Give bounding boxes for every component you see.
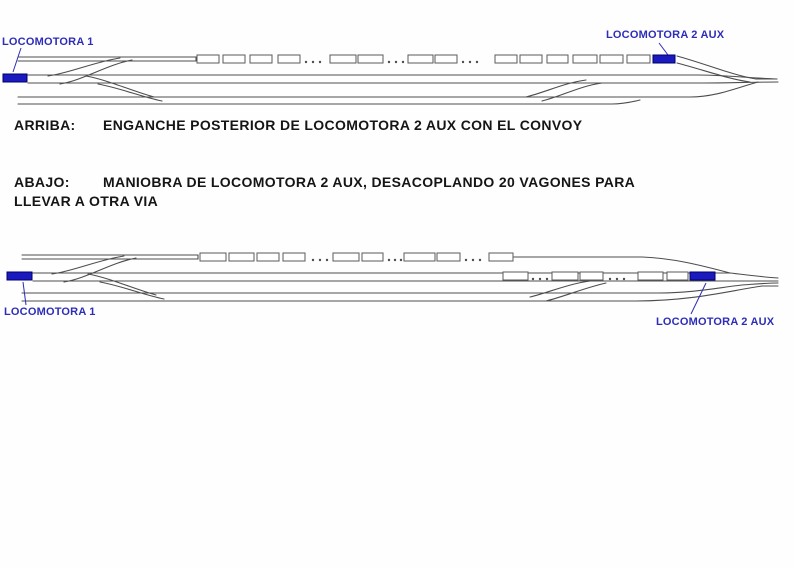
- coupling-dots: [388, 259, 390, 261]
- label-locomotora-1-bottom: LOCOMOTORA 1: [4, 306, 96, 318]
- coupling-dots: [532, 278, 534, 280]
- caption-abajo-label: ABAJO:: [14, 174, 70, 190]
- wagon: [197, 55, 219, 63]
- locomotive-locomotora-2-aux: [690, 272, 715, 280]
- wagon: [667, 272, 688, 280]
- wagon: [257, 253, 279, 261]
- pointer-locomotora-1-top: [13, 48, 21, 72]
- caption-abajo-text: MANIOBRA DE LOCOMOTORA 2 AUX, DESACOPLANDO 20 VAGONES PARA: [103, 174, 636, 190]
- coupling-dots: [462, 61, 464, 63]
- label-pointers-bottom: [23, 282, 706, 314]
- wagon: [600, 55, 623, 63]
- wagon: [489, 253, 513, 261]
- wagon: [200, 253, 226, 261]
- coupling-dots: [539, 278, 541, 280]
- coupling-dots: [609, 278, 611, 280]
- wagon: [503, 272, 528, 280]
- coupling-dots: [402, 61, 404, 63]
- coupling-dots: [326, 259, 328, 261]
- coupling-dots: [312, 61, 314, 63]
- wagon: [333, 253, 359, 261]
- caption-abajo: [14, 173, 635, 211]
- coupling-dots: [546, 278, 548, 280]
- caption-arriba-label: ARRIBA:: [14, 117, 76, 133]
- wagon: [229, 253, 254, 261]
- label-locomotora-1-top: LOCOMOTORA 1: [2, 36, 94, 48]
- coupling-dots: [616, 278, 618, 280]
- coupling-dots: [388, 61, 390, 63]
- coupling-dots: [319, 259, 321, 261]
- wagon: [580, 272, 603, 280]
- wagon: [250, 55, 272, 63]
- wagon: [330, 55, 356, 63]
- wagon: [520, 55, 542, 63]
- wagon: [547, 55, 568, 63]
- coupling-dots: [395, 61, 397, 63]
- coupling-dots: [319, 61, 321, 63]
- label-locomotora-2-aux-bottom: LOCOMOTORA 2 AUX: [656, 316, 775, 328]
- wagon: [638, 272, 663, 280]
- wagon: [404, 253, 435, 261]
- wagon: [435, 55, 457, 63]
- wagon: [408, 55, 433, 63]
- locomotive-locomotora-1: [7, 272, 32, 280]
- coupling-dots: [394, 259, 396, 261]
- wagon: [283, 253, 305, 261]
- pointer-locomotora-2-top: [659, 43, 668, 55]
- caption-arriba-text: ENGANCHE POSTERIOR DE LOCOMOTORA 2 AUX CON EL CONVOY: [103, 117, 583, 133]
- wagon: [495, 55, 517, 63]
- coupling-dots: [469, 61, 471, 63]
- locomotive-locomotora-1: [3, 74, 27, 82]
- wagon: [362, 253, 383, 261]
- caption-abajo-line2: LLEVAR A OTRA VIA: [14, 193, 159, 209]
- caption-arriba-line1: [14, 116, 582, 135]
- wagon: [627, 55, 650, 63]
- pointer-locomotora-2-bottom: [691, 283, 706, 314]
- wagon: [552, 272, 578, 280]
- coupling-dots: [305, 61, 307, 63]
- wagon: [437, 253, 460, 261]
- coupling-dots: [400, 259, 402, 261]
- label-locomotora-2-aux-top: LOCOMOTORA 2 AUX: [606, 29, 725, 41]
- caption-abajo-line1: [14, 173, 635, 192]
- locomotive-locomotora-2-aux: [653, 55, 675, 63]
- wagon: [573, 55, 597, 63]
- caption-arriba: [14, 116, 582, 135]
- wagon: [358, 55, 383, 63]
- wagon: [278, 55, 300, 63]
- coupling-dots: [623, 278, 625, 280]
- coupling-dots: [479, 259, 481, 261]
- coupling-dots: [472, 259, 474, 261]
- wagon: [223, 55, 245, 63]
- coupling-dots: [312, 259, 314, 261]
- coupling-dots: [465, 259, 467, 261]
- tracks-bottom: [22, 255, 778, 301]
- coupling-dots: [476, 61, 478, 63]
